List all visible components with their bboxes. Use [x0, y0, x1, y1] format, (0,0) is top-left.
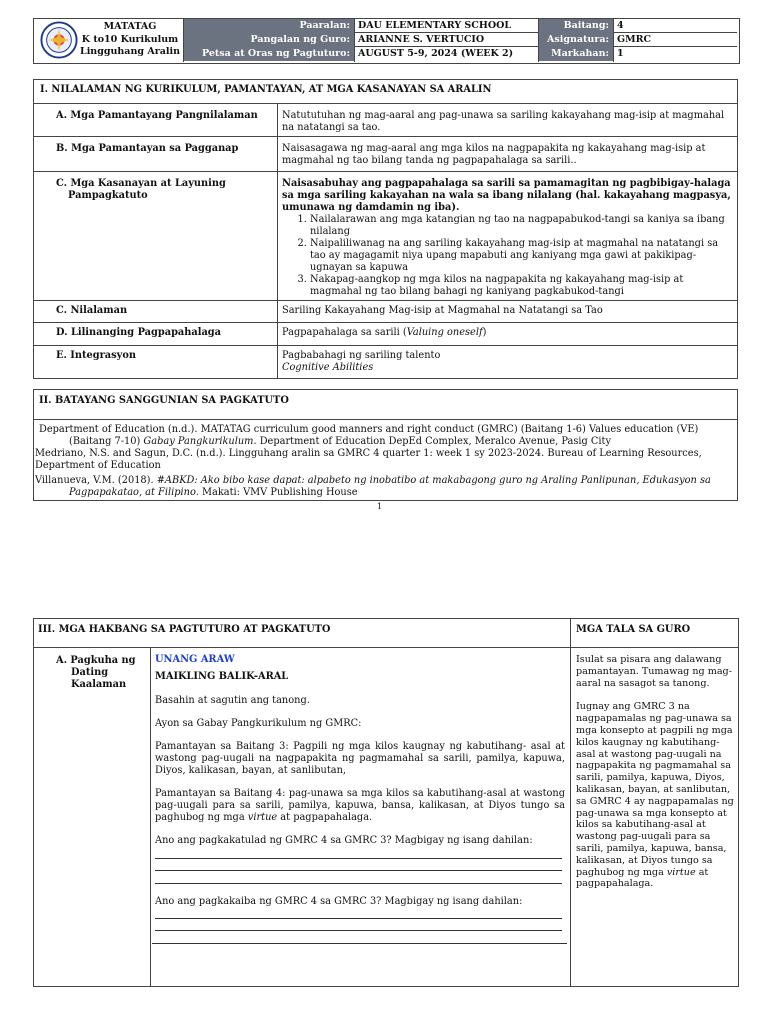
- pagpapahalaga-text: Pagpapahalaga sa sarili (Valuing oneself): [282, 327, 487, 338]
- pamantayan-pagganap-text: Naisasagawa ng mag-aaral ang mga kilos na nagpapakita ng kakayahang mag-isip at magmahal ng tao bilang tanda ng pagpapahalaga sa sarili..: [282, 143, 706, 166]
- petsa-value: AUGUST 5-9, 2024 (WEEK 2): [358, 48, 514, 59]
- note-2: Iugnay ang GMRC 3 na nagpapamalas ng pag-unawa sa mga konsepto at pagpili ng mga kilos kaugnay ng kabutihang- asal at wastong pag-uugali na nagpapakita ng pagmamahal sa sarili, pamilya, kapuwa, Diyos, kalikasan, bayan, at sanlibutan, sa GMRC 4 ay nagpapamalas ng pag-unawa sa mga konsepto at kilos sa kabutihang-asal at wastong pag-uugali para sa sarili, pamilya, kapuwa, bansa, kalikasan, at Diyos tungo sa paghubog ng mga virtue at pagpapahalaga.: [576, 701, 734, 890]
- ref-3b: Pagpapakatao, at Filipino. Makati: VMV Publishing House: [69, 487, 358, 498]
- references: [35, 424, 735, 499]
- answer-line-4[interactable]: [155, 918, 562, 919]
- deped-seal-icon: [40, 21, 78, 59]
- question-2: Ano ang pagkakaiba ng GMRC 4 sa GMRC 3? Magbigay ng isang dahilan:: [155, 896, 523, 907]
- integrasyon-text: [282, 350, 734, 374]
- day-heading: UNANG ARAW: [155, 654, 235, 665]
- paaralan-value: DAU ELEMENTARY SCHOOL: [358, 20, 512, 31]
- integrasyon-label: E. Integrasyon: [56, 350, 136, 361]
- nilalaman-text: Sariling Kakayahang Mag-isip at Magmahal na Natatangi sa Tao: [282, 305, 603, 316]
- header-title: [80, 21, 180, 59]
- ref-1a: Department of Education (n.d.). MATATAG curriculum good manners and right conduct (GMRC) (Baitang 1-6) Values education (VE): [39, 424, 699, 435]
- list-item: 1. Nailalarawan ang mga katangian ng tao na nagpapabukod-tangi sa kaniya sa ibang nilalang: [310, 214, 734, 238]
- ref-3a: Villanueva, V.M. (2018). #ABKD: Ako bibo kase dapat: alpabeto ng inobatibo at makabagong guro ng Araling Panlipunan, Edukasyon sa: [35, 475, 711, 486]
- pagkuha-label-line2: Dating: [71, 667, 109, 678]
- baitang-value: 4: [617, 20, 624, 31]
- pamantayan-pagganap-label: B. Mga Pamantayan sa Pagganap: [56, 143, 239, 154]
- section-1-heading: I. NILALAMAN NG KURIKULUM, PAMANTAYAN, AT MGA KASANAYAN SA ARALIN: [40, 84, 492, 95]
- page-number: 1: [377, 502, 383, 511]
- title-line-3: Lingguhang Aralin: [80, 46, 180, 57]
- title-line-2: K to10 Kurikulum: [81, 33, 179, 45]
- question-1: Ano ang pagkakatulad ng GMRC 4 sa GMRC 3? Magbigay ng isang dahilan:: [155, 835, 533, 846]
- guro-value: ARIANNE S. VERTUCIO: [358, 34, 485, 45]
- notes-heading: MGA TALA SA GURO: [576, 624, 691, 635]
- answer-line-5[interactable]: [155, 930, 562, 931]
- title-line-1: MATATAG: [103, 21, 157, 32]
- ref-2: Medriano, N.S. and Sagun, D.C. (n.d.). Lingguhang aralin sa GMRC 4 quarter 1: week 1 sy 2023-2024. Bureau of Learning Resources, Department of Education: [35, 448, 702, 471]
- section-2-heading: II. BATAYANG SANGGUNIAN SA PAGKATUTO: [39, 395, 289, 406]
- baitang-label: Baitang:: [539, 19, 613, 33]
- answer-line-6[interactable]: [152, 943, 567, 944]
- kasanayan-label: [56, 178, 226, 202]
- pagkuha-label-line3: Kaalaman: [71, 679, 127, 690]
- list-item: 3. Nakapag-aangkop ng mga kilos na nagpapakita ng kakayahang mag-isip at magmahal ng tao bilang bahagi ng kaniyang pagkabukod-tangi: [310, 274, 734, 298]
- nilalaman-label: C. Nilalaman: [56, 305, 128, 316]
- answer-line-2[interactable]: [155, 870, 562, 871]
- lesson-content: [155, 654, 565, 847]
- asignatura-value: GMRC: [617, 34, 652, 45]
- pamantayang-pangnilalaman-text: Natututuhan ng mag-aaral ang pag-unawa sa sariling kakayahang mag-isip at magmahal na natatangi sa tao.: [282, 110, 725, 133]
- list-item: 2. Naipaliliwanag na ang sariling kakayahang mag-isip at magmahal na natatangi sa tao ay magagamit niya upang mapabuti ang kaniyang mga gawi at pakikipag-ugnayan sa kapuwa: [310, 238, 734, 274]
- integrasyon-line2: Cognitive Abilities: [282, 362, 374, 373]
- kasanayan-label-line1: C. Mga Kasanayan at Layuning: [56, 178, 226, 189]
- kasanayan-content: [282, 178, 734, 298]
- answer-line-3[interactable]: [155, 883, 562, 884]
- pamantayang-pangnilalaman-label: A. Mga Pamantayang Pangnilalaman: [56, 110, 258, 121]
- sub-heading: MAIKLING BALIK-ARAL: [155, 671, 289, 682]
- section-3-heading: III. MGA HAKBANG SA PAGTUTURO AT PAGKATUTO: [38, 624, 331, 635]
- paaralan-label: Paaralan:: [184, 19, 354, 33]
- answer-line-1[interactable]: [155, 858, 562, 859]
- kasanayan-label-line2: Pampagkatuto: [68, 190, 148, 201]
- pamantayan-3: Pamantayan sa Baitang 3: Pagpili ng mga kilos kaugnay ng kabutihang- asal at wastong pag-uugali na nagpapakita ng pagmamahal sa sarili, pamilya, kapuwa, Diyos, kalikasan, bayan, at sanlibutan,: [155, 741, 565, 776]
- kasanayan-list: [282, 214, 734, 298]
- pagpapahalaga-label: D. Lilinanging Pagpapahalaga: [56, 327, 222, 338]
- markahan-label: Markahan:: [539, 47, 613, 61]
- note-1: Isulat sa pisara ang dalawang pamantayan. Tumawag ng mag-aaral na sasagot sa tanong.: [576, 654, 732, 689]
- instruction: Basahin at sagutin ang tanong.: [155, 695, 310, 706]
- gabay-text: Ayon sa Gabay Pangkurikulum ng GMRC:: [155, 718, 362, 729]
- pagkuha-label: [56, 655, 136, 691]
- kasanayan-bold-text: Naisasabuhay ang pagpapahalaga sa sarili sa pamamagitan ng pagbibigay-halaga sa mga sariling kakayahan na wala sa ibang nilalang (hal. kakayahang magpasya, umunawa ng damdamin ng iba).: [282, 178, 731, 213]
- petsa-label: Petsa at Oras ng Pagtuturo:: [184, 47, 354, 61]
- ref-1b: (Baitang 7-10) Gabay Pangkurikulum. Department of Education DepEd Complex, Meralco Avenue, Pasig City: [69, 436, 612, 447]
- integrasyon-line1: Pagbabahagi ng sariling talento: [282, 350, 441, 361]
- pamantayan-4: Pamantayan sa Baitang 4: pag-unawa sa mga kilos sa kabutihang-asal at wastong pag-uugali para sa sarili, pamilya, kapuwa, bansa, kalikasan, at Diyos tungo sa paghubog ng mga virtue at pagpapahalaga.: [155, 788, 565, 823]
- markahan-value: 1: [617, 48, 624, 59]
- asignatura-label: Asignatura:: [539, 33, 613, 47]
- guro-label: Pangalan ng Guro:: [184, 33, 354, 47]
- pagkuha-label-line1: A. Pagkuha ng: [56, 655, 136, 666]
- teacher-notes: [576, 654, 736, 890]
